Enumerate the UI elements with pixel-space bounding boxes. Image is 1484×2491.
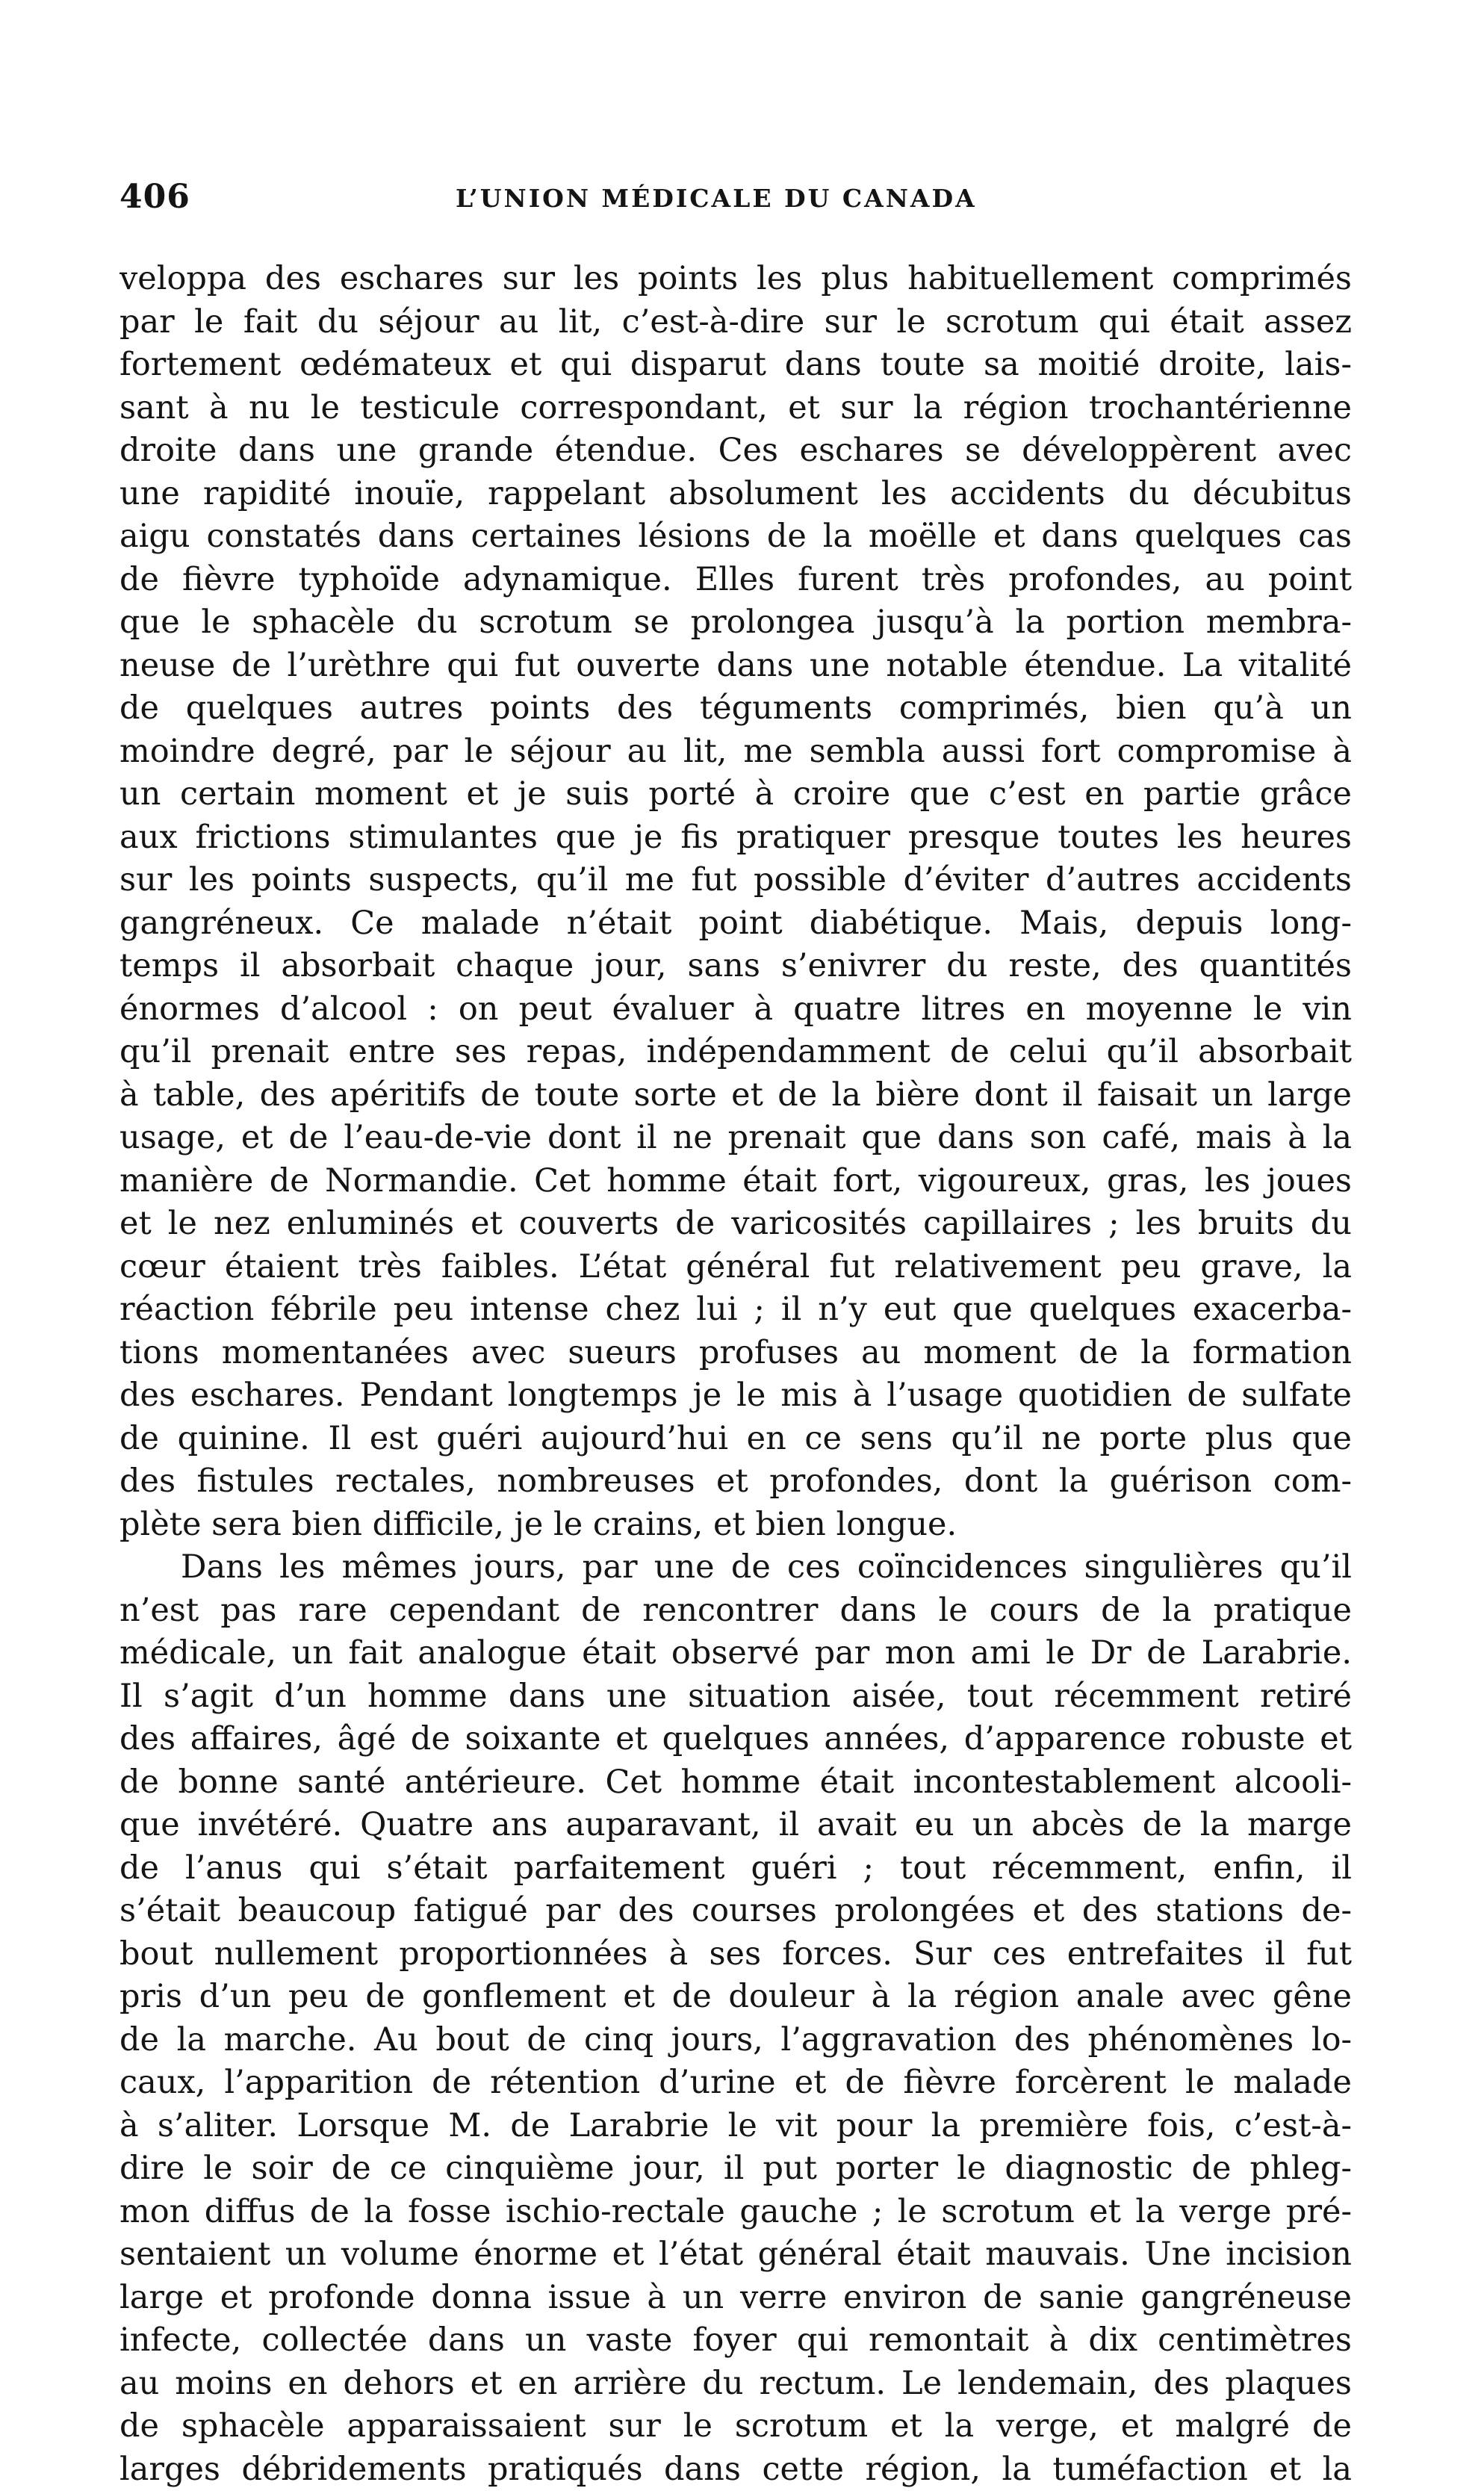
body-text xyxy=(119,258,1352,2491)
text-line: au moins en dehors et en arrière du rectum. Le lendemain, des plaques xyxy=(119,2363,1352,2406)
text-line: usage, et de l’eau-de-vie dont il ne prenait que dans son café, mais à la xyxy=(119,1117,1352,1160)
text-line: que le sphacèle du scrotum se prolongea jusqu’à la portion membra- xyxy=(119,601,1352,645)
text-line: et le nez enluminés et couverts de varicosités capillaires ; les bruits du xyxy=(119,1203,1352,1246)
text-line: de quinine. Il est guéri aujourd’hui en ce sens qu’il ne porte plus que xyxy=(119,1418,1352,1461)
text-line: mon diffus de la fosse ischio-rectale gauche ; le scrotum et la verge pré- xyxy=(119,2191,1352,2234)
text-line: de sphacèle apparaissaient sur le scrotum et la verge, et malgré de xyxy=(119,2405,1352,2448)
text-line: veloppa des eschares sur les points les plus habituellement comprimés xyxy=(119,258,1352,301)
text-line: gangréneux. Ce malade n’était point diabétique. Mais, depuis long- xyxy=(119,902,1352,946)
text-line: de fièvre typhoïde adynamique. Elles furent très profondes, au point xyxy=(119,559,1352,602)
text-line: des affaires, âgé de soixante et quelques années, d’apparence robuste et xyxy=(119,1718,1352,1761)
text-line: Il s’agit d’un homme dans une situation aisée, tout récemment retiré xyxy=(119,1675,1352,1719)
text-line: un certain moment et je suis porté à croire que c’est en partie grâce xyxy=(119,773,1352,816)
journal-title: L’UNION MÉDICALE DU CANADA xyxy=(456,184,977,213)
text-line: dire le soir de ce cinquième jour, il put porter le diagnostic de phleg- xyxy=(119,2147,1352,2191)
text-line: à s’aliter. Lorsque M. de Larabrie le vit pour la première fois, c’est-à- xyxy=(119,2105,1352,2148)
text-line: sentaient un volume énorme et l’état général était mauvais. Une incision xyxy=(119,2233,1352,2277)
text-line: qu’il prenait entre ses repas, indépendamment de celui qu’il absorbait xyxy=(119,1031,1352,1074)
text-line: infecte, collectée dans un vaste foyer qui remontait à dix centimètres xyxy=(119,2319,1352,2363)
text-line: neuse de l’urèthre qui fut ouverte dans une notable étendue. La vitalité xyxy=(119,645,1352,688)
text-line: cœur étaient très faibles. L’état général fut relativement peu grave, la xyxy=(119,1246,1352,1289)
text-line: réaction fébrile peu intense chez lui ; il n’y eut que quelques exacerba- xyxy=(119,1288,1352,1332)
text-line: larges débridements pratiqués dans cette région, la tuméfaction et la xyxy=(119,2448,1352,2491)
text-line: par le fait du séjour au lit, c’est-à-dire sur le scrotum qui était assez xyxy=(119,301,1352,344)
text-line: de la marche. Au bout de cinq jours, l’aggravation des phénomènes lo- xyxy=(119,2019,1352,2062)
text-line: une rapidité inouïe, rappelant absolument les accidents du décubitus xyxy=(119,473,1352,516)
text-line: énormes d’alcool : on peut évaluer à quatre litres en moyenne le vin xyxy=(119,988,1352,1032)
paragraph-1 xyxy=(119,258,1352,1546)
page-number: 406 xyxy=(119,178,190,216)
text-line: aigu constatés dans certaines lésions de la moëlle et dans quelques cas xyxy=(119,515,1352,559)
text-line: tions momentanées avec sueurs profuses au moment de la formation xyxy=(119,1332,1352,1375)
text-line: pris d’un peu de gonflement et de douleur à la région anale avec gêne xyxy=(119,1976,1352,2019)
text-line: caux, l’apparition de rétention d’urine et de fièvre forcèrent le malade xyxy=(119,2062,1352,2105)
text-line: temps il absorbait chaque jour, sans s’enivrer du reste, des quantités xyxy=(119,945,1352,988)
text-line: de l’anus qui s’était parfaitement guéri ; tout récemment, enfin, il xyxy=(119,1847,1352,1890)
text-line: bout nullement proportionnées à ses forces. Sur ces entrefaites il fut xyxy=(119,1933,1352,1976)
text-line: à table, des apéritifs de toute sorte et de la bière dont il faisait un large xyxy=(119,1074,1352,1117)
text-line: médicale, un fait analogue était observé par mon ami le Dr de Larabrie. xyxy=(119,1632,1352,1675)
text-line: des eschares. Pendant longtemps je le mis à l’usage quotidien de sulfate xyxy=(119,1374,1352,1418)
text-line: plète sera bien difficile, je le crains, et bien longue. xyxy=(119,1504,1352,1547)
text-line: que invétéré. Quatre ans auparavant, il avait eu un abcès de la marge xyxy=(119,1804,1352,1847)
text-line: sur les points suspects, qu’il me fut possible d’éviter d’autres accidents xyxy=(119,859,1352,902)
text-line: droite dans une grande étendue. Ces eschares se développèrent avec xyxy=(119,429,1352,473)
text-line: fortement œdémateux et qui disparut dans toute sa moitié droite, lais- xyxy=(119,344,1352,387)
text-line: de bonne santé antérieure. Cet homme était incontestablement alcooli- xyxy=(119,1761,1352,1805)
text-line: aux frictions stimulantes que je fis pratiquer presque toutes les heures xyxy=(119,816,1352,860)
text-line: sant à nu le testicule correspondant, et sur la région trochantérienne xyxy=(119,387,1352,430)
text-line: de quelques autres points des téguments comprimés, bien qu’à un xyxy=(119,687,1352,730)
text-line: moindre degré, par le séjour au lit, me sembla aussi fort compromise à xyxy=(119,730,1352,774)
paragraph-2 xyxy=(119,1546,1352,2491)
text-line: Dans les mêmes jours, par une de ces coïncidences singulières qu’il xyxy=(119,1546,1352,1589)
text-line: manière de Normandie. Cet homme était fort, vigoureux, gras, les joues xyxy=(119,1160,1352,1203)
running-head xyxy=(119,178,1352,223)
text-line: n’est pas rare cependant de rencontrer dans le cours de la pratique xyxy=(119,1589,1352,1633)
text-line: des fistules rectales, nombreuses et profondes, dont la guérison com- xyxy=(119,1460,1352,1504)
text-line: s’était beaucoup fatigué par des courses prolongées et des stations de- xyxy=(119,1890,1352,1933)
text-line: large et profonde donna issue à un verre environ de sanie gangréneuse xyxy=(119,2277,1352,2320)
